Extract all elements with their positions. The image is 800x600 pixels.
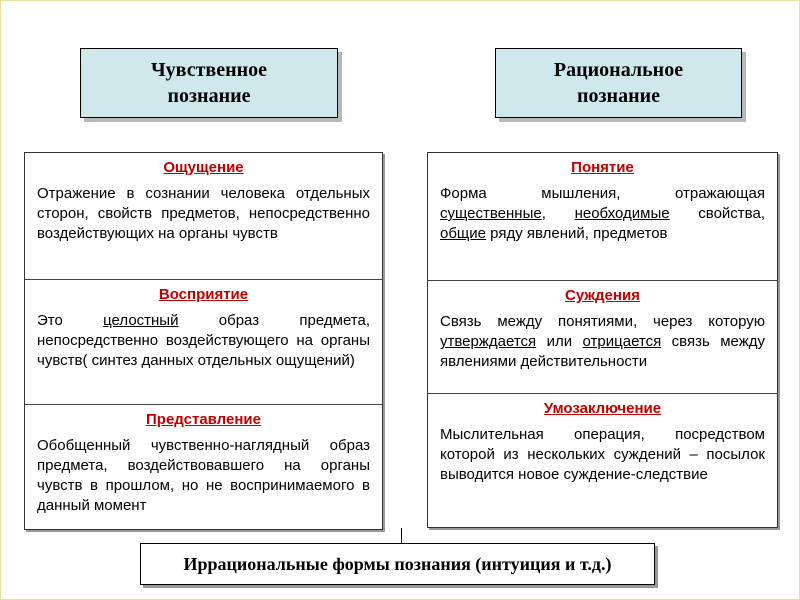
sensory-cognition-title: Чувственное познание (150, 59, 268, 107)
perception-term: Восприятие (158, 286, 249, 303)
connector-line (401, 528, 402, 543)
sensory-forms-panel (24, 152, 383, 530)
perception-definition (37, 311, 370, 371)
concept-term: Понятие (571, 159, 634, 176)
definition-text: ряду явлений, предметов (486, 225, 668, 242)
definition-text: Обобщенный чувственно-наглядный образ предмета, воздействовавшего на органы чувств в прошлом, но не воспринимаемого в данный момент (37, 437, 370, 514)
emphasized-term: целостный (103, 312, 179, 329)
judgment-definition (440, 312, 765, 372)
concept-definition (440, 184, 765, 244)
definition-text: Связь между понятиями, через которую (440, 313, 765, 330)
definition-text: Отражение в сознании человека отдельных сторон, свойств предметов, непосредственно воздействующих на органы чувств (37, 185, 370, 242)
definition-text: свойства, (669, 205, 765, 222)
emphasized-term: утверждается (440, 333, 537, 350)
representation-section (25, 404, 382, 528)
definition-text: Это (37, 312, 104, 329)
definition-text: или (536, 333, 583, 350)
judgment-section (428, 280, 777, 393)
emphasized-term: отрицается (582, 333, 662, 350)
definition-text: Мыслительная операция, посредством которой из нескольких суждений – посылок выводится новое суждение-следствие (440, 426, 765, 483)
irrational-forms-label: Иррациональные формы познания (интуиция и т.д.) (183, 553, 612, 574)
definition-text: образ предмета, непосредственно воздействующего на органы чувств( синтез данных отдельных ощущений) (37, 312, 370, 369)
perception-section (25, 279, 382, 404)
emphasized-term: необходимые (574, 205, 670, 222)
inference-definition (440, 425, 765, 485)
sensory-cognition-header (80, 48, 338, 118)
inference-term: Умозаключение (543, 400, 662, 417)
concept-section (428, 153, 777, 280)
sensation-definition (37, 184, 370, 244)
judgment-term: Суждения (565, 287, 640, 304)
definition-text: , (541, 205, 575, 222)
rational-cognition-title: Рациональное познание (553, 59, 684, 107)
sensation-section (25, 153, 382, 279)
rational-cognition-header (495, 48, 742, 118)
rational-forms-panel (427, 152, 778, 528)
definition-text: Форма мышления, отражающая (440, 185, 765, 202)
emphasized-term: общие (440, 225, 486, 242)
emphasized-term: существенные (440, 205, 542, 222)
irrational-forms-box (140, 543, 655, 585)
representation-term: Представление (146, 411, 261, 428)
sensation-term: Ощущение (163, 159, 244, 176)
definition-text: связь между явлениями действительности (440, 333, 765, 370)
representation-definition (37, 436, 370, 516)
inference-section (428, 393, 777, 526)
